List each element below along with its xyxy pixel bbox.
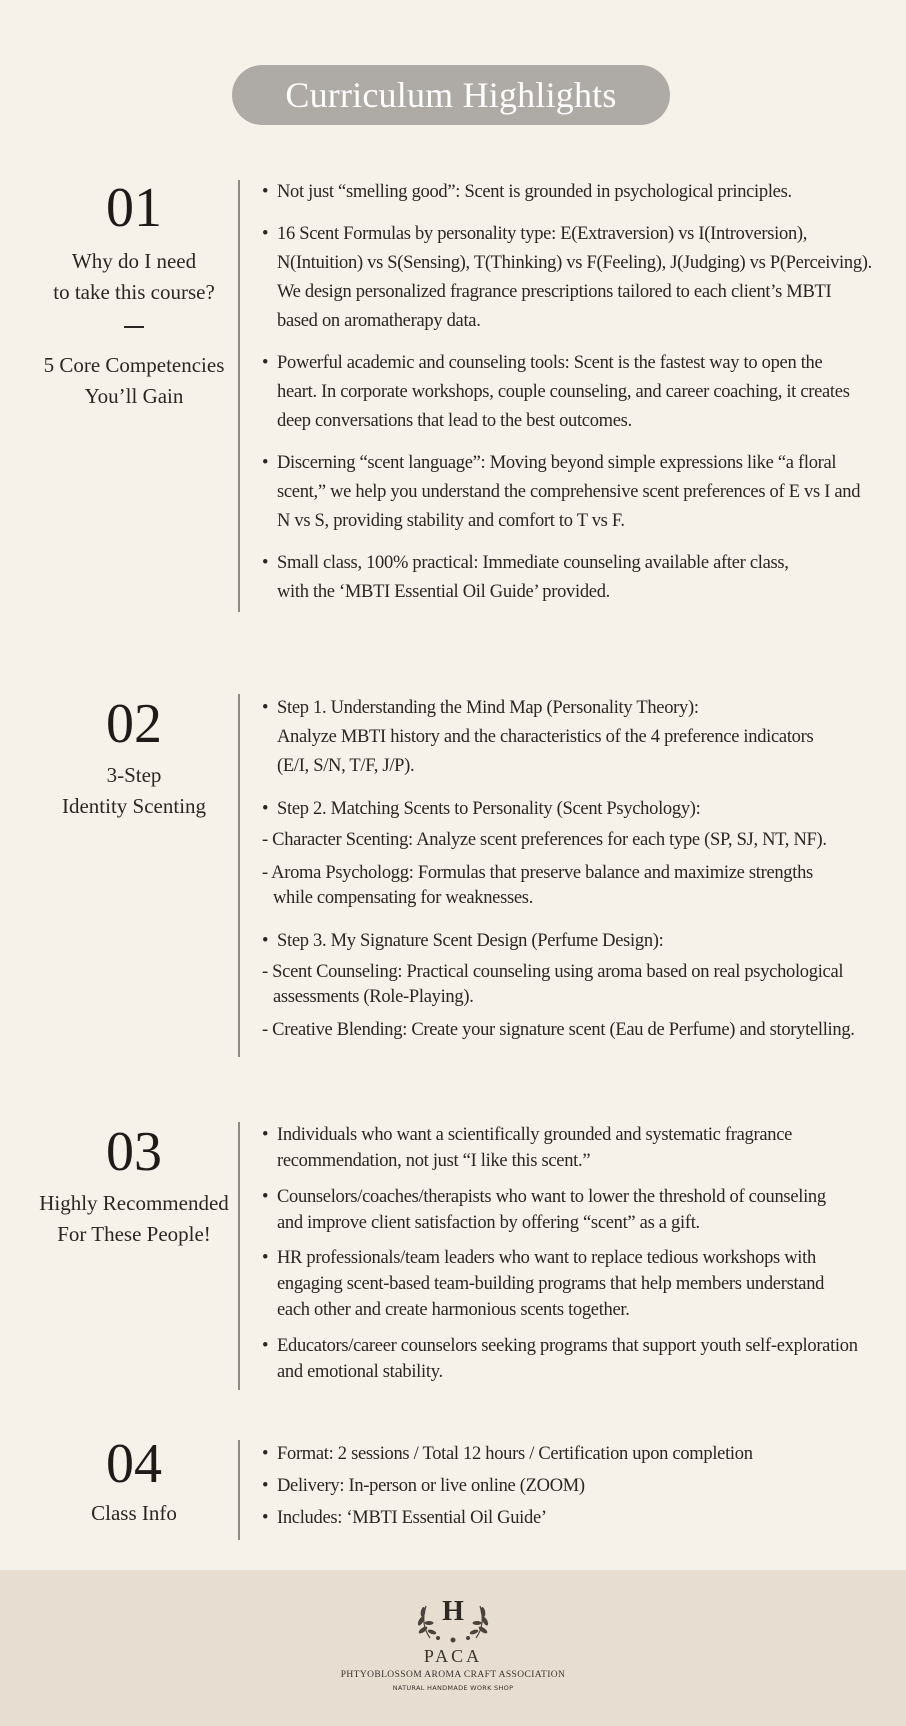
text-line: • HR professionals/team leaders who want to replace tedious workshops with <box>277 1248 816 1268</box>
brand-logo <box>0 1594 906 1692</box>
section-divider-line <box>238 694 240 1057</box>
step-sub-item <box>247 960 882 1010</box>
text-line: • Step 3. My Signature Scent Design (Perfume Design): <box>277 931 664 951</box>
section-01-list <box>262 178 882 607</box>
text-line: • Format: 2 sessions / Total 12 hours / Certification upon completion <box>277 1444 753 1464</box>
list-item <box>262 349 882 436</box>
list-item <box>262 1472 882 1501</box>
section-subtitle-line: For These People! <box>57 1222 211 1246</box>
list-item <box>262 1504 882 1533</box>
section-04-heading <box>0 1434 268 1529</box>
text-line: • 16 Scent Formulas by personality type: E(Extraversion) vs I(Introversion), <box>277 224 808 244</box>
text-line: • Not just “smelling good”: Scent is grounded in psychological principles. <box>277 182 792 202</box>
page-title-text: Curriculum Highlights <box>285 75 617 115</box>
section-02-heading <box>0 694 268 822</box>
section-subtitle-line: Class Info <box>91 1501 177 1525</box>
section-subtitle-line: You’ll Gain <box>84 384 184 408</box>
brand-name: PACA <box>423 1646 483 1666</box>
section-01-heading <box>0 178 268 412</box>
section-number: 02 <box>106 693 162 755</box>
step-item <box>262 694 882 781</box>
text-line: deep conversations that lead to the best outcomes. <box>277 411 632 431</box>
footer <box>0 1570 906 1726</box>
section-subtitle <box>0 1498 268 1529</box>
section-divider-line <box>238 1440 240 1540</box>
logo-letter: H <box>442 1596 464 1627</box>
text-line: heart. In corporate workshops, couple counseling, and career coaching, it creates <box>277 382 850 402</box>
section-03-list <box>262 1122 882 1385</box>
section-question-line: to take this course? <box>53 280 215 304</box>
text-line: and emotional stability. <box>277 1362 443 1382</box>
text-line: We design personalized fragrance prescriptions tailored to each client’s MBTI <box>277 282 832 302</box>
text-line: - Character Scenting: Analyze scent preferences for each type (SP, SJ, NT, NF). <box>262 830 827 850</box>
section-subtitle-line: Highly Recommended <box>39 1191 229 1215</box>
text-line: N(Intuition) vs S(Sensing), T(Thinking) vs F(Feeling), J(Judging) vs P(Perceiving). <box>277 253 872 273</box>
brand-association: PHTYOBLOSSOM AROMA CRAFT ASSOCIATION <box>340 1670 566 1680</box>
list-item <box>262 449 882 536</box>
step-item <box>262 927 882 956</box>
text-line: • Counselors/coaches/therapists who want to lower the threshold of counseling <box>277 1187 826 1207</box>
section-subtitle-line: Identity Scenting <box>61 794 207 818</box>
text-line: based on aromatherapy data. <box>277 311 481 331</box>
text-line: • Step 2. Matching Scents to Personality (Scent Psychology): <box>277 799 701 819</box>
list-item <box>262 1333 882 1385</box>
section-subtitle-line: 5 Core Competencies <box>43 353 225 377</box>
text-line: assessments (Role-Playing). <box>273 987 474 1007</box>
text-line: • Small class, 100% practical: Immediate counseling available after class, <box>277 553 789 573</box>
section-subtitle <box>0 1188 268 1250</box>
text-line: scent,” we help you understand the comprehensive scent preferences of E vs I and <box>277 482 861 502</box>
step-item <box>262 795 882 824</box>
section-number: 01 <box>106 177 162 239</box>
section-03-heading <box>0 1122 268 1250</box>
list-item <box>262 549 882 607</box>
section-number: 03 <box>106 1121 162 1183</box>
text-line: while compensating for weaknesses. <box>273 888 534 908</box>
page-title <box>232 65 670 125</box>
text-line: • Individuals who want a scientifically grounded and systematic fragrance <box>277 1125 793 1145</box>
list-item <box>262 1122 882 1174</box>
text-line: • Delivery: In-person or live online (ZOOM) <box>277 1476 585 1496</box>
text-line: • Discerning “scent language”: Moving beyond simple expressions like “a floral <box>277 453 837 473</box>
text-line: with the ‘MBTI Essential Oil Guide’ provided. <box>277 582 610 602</box>
text-line: (E/I, S/N, T/F, J/P). <box>277 756 415 776</box>
section-subtitle <box>0 760 268 822</box>
text-line: • Educators/career counselors seeking programs that support youth self-exploration <box>277 1336 858 1356</box>
step-sub-item <box>247 861 882 911</box>
list-item <box>262 178 882 207</box>
list-item <box>262 1245 882 1323</box>
text-line: recommendation, not just “I like this scent.” <box>277 1151 591 1171</box>
text-line: • Powerful academic and counseling tools: Scent is the fastest way to open the <box>277 353 823 373</box>
section-number: 04 <box>106 1433 162 1495</box>
text-line: • Includes: ‘MBTI Essential Oil Guide’ <box>277 1508 547 1528</box>
section-question <box>0 246 268 308</box>
section-subtitle <box>0 350 268 412</box>
section-question-line: Why do I need <box>71 249 197 273</box>
section-04-list <box>262 1440 882 1533</box>
text-line: Analyze MBTI history and the characteristics of the 4 preference indicators <box>277 727 814 747</box>
section-02-list <box>262 694 882 1043</box>
list-item <box>262 1440 882 1469</box>
text-line: - Aroma Psychologg: Formulas that preserve balance and maximize strengths <box>262 863 813 883</box>
text-line: each other and create harmonious scents together. <box>277 1300 630 1320</box>
text-line: engaging scent-based team-building programs that help members understand <box>277 1274 825 1294</box>
text-line: • Step 1. Understanding the Mind Map (Personality Theory): <box>277 698 699 718</box>
section-subtitle-line: 3-Step <box>106 763 162 787</box>
brand-tagline: NATURAL HANDMADE WORK SHOP <box>392 1684 514 1692</box>
text-line: and improve client satisfaction by offering “scent” as a gift. <box>277 1213 700 1233</box>
list-item <box>262 220 882 336</box>
divider-dash <box>124 326 144 328</box>
text-line: - Scent Counseling: Practical counseling using aroma based on real psychological <box>262 962 844 982</box>
list-item <box>262 1184 882 1236</box>
section-divider-line <box>238 180 240 612</box>
step-sub-item <box>247 1018 882 1043</box>
text-line: - Creative Blending: Create your signature scent (Eau de Perfume) and storytelling. <box>262 1020 855 1040</box>
section-divider-line <box>238 1122 240 1390</box>
step-sub-item <box>247 828 882 853</box>
text-line: N vs S, providing stability and comfort to T vs F. <box>277 511 625 531</box>
